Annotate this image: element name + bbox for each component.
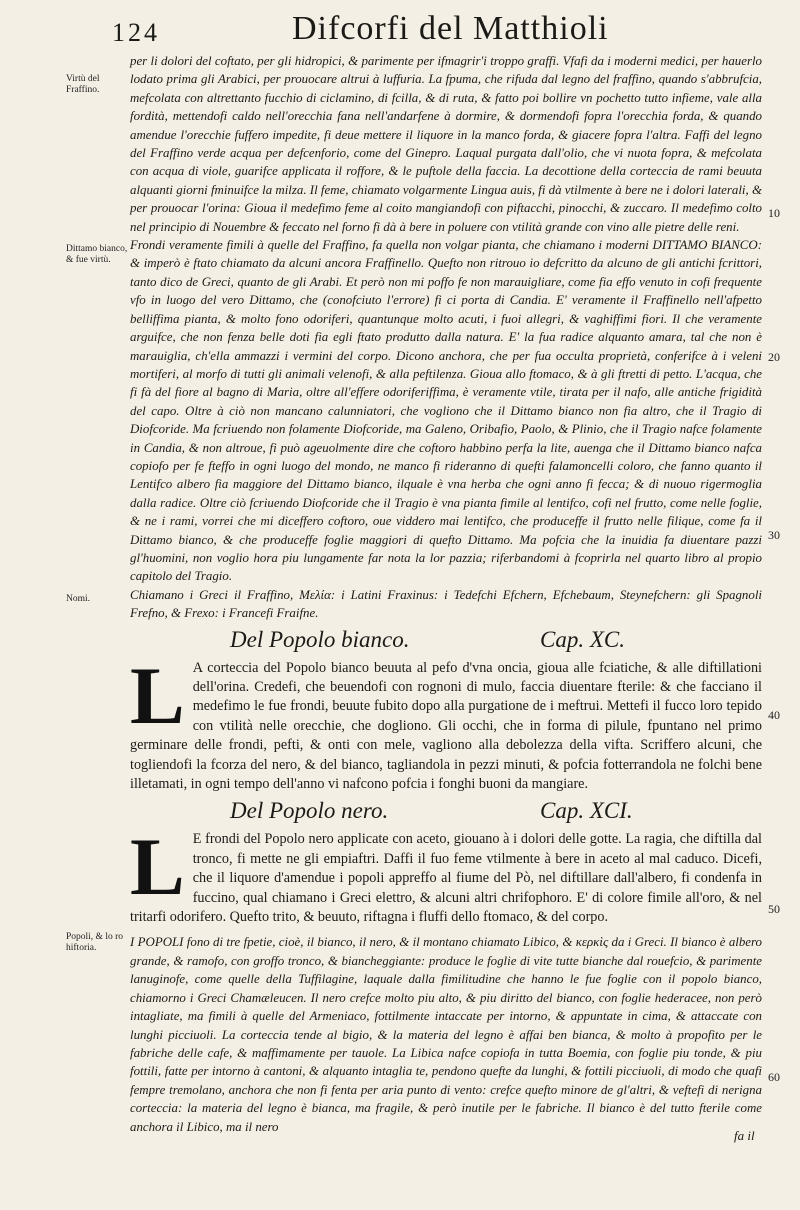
page-header	[112, 8, 782, 50]
paragraph-popoli: I POPOLI fono di tre fpetie, cioè, il bianco, il nero, & il montano chiamato Libico, & κερκὶς da i Greci. Il bianco è albero grande, & ramofo, con groffo tronco, & biancheggiante: produce le foglie di vite tutte bianche dal rouefcio, & parimente lanuginofe, come quelle della Tuffilagine, laquale dalla fimilitudine che hanno le fue foglie con il popolo bianco, chiamorno i Greci Chamæleucen. Il nero crefce molto piu alto, & piu diritto del bianco, con foglie hederacee, non però intagliate, ma fimili à quelle del Armeniaco, fottilmente intaccate per intorno, & appuntate in cima, & attaccate con lunghi picciuoli. La corteccia tende al bigio, & la materia del legno è affai ben bianca, & molto à propofito per le fabriche delle cafe, & maffimamente per tauole. La Libica nafce copiofa in tutta Boemia, con foglie piu tonde, & piu fottili, fatte per intorno à cantoni, & alquanto intaglia te, pendono quefte da lunghi, & fottili picciuoli, di modo che quafi fempre tremolano, anchora che non fi fenta per aria punto di vento: crefce quefto minore de gl'altri, & veftefi di nerigna corteccia: la materia del legno è bianca, ma fragile, & però inutile per le fabriche. Il bianco è del tutto fterile come anchora il Libico, ma il nero	[130, 935, 762, 1134]
chapter-number: Cap. XC.	[540, 626, 625, 652]
running-title: Difcorfi del Matthioli	[292, 10, 609, 47]
page-number: 124	[112, 18, 160, 47]
line-number-40: 40	[768, 708, 780, 722]
margin-note-dittamo: Dittamo bianco, & fue virtù.	[66, 244, 128, 265]
line-number-30: 30	[768, 528, 780, 542]
paragraph-text: A corteccia del Popolo bianco beuuta al pefo d'vna oncia, gioua alle fciatiche, & alle diftillationi dell'orina. Credefi, che beuendofi con rognoni di mulo, faccia diuentare fterile: & che facciano il medefimo le fue frondi, beuute fubito dopo alla purgatione de i meftrui. Mettefi il fucco loro tepido con vtilità nelle orecchie, che dogliono. Gli occhi, che in forma di pilule, fpuntano nel primo germinare delle frondi, pefti, & onti con mele, vagliono alla debolezza della vifta. Scriffero alcuni, che togliendofi la fcorza del nero, & del bianco, tagliandola in pezzi minuti, & pofcia fotterrandola ne folchi bene illetamati, in ogni tempo dell'anno vi nafcono pofcia i fonghi buoni da mangiare.	[130, 659, 762, 793]
drop-cap: L	[130, 649, 185, 741]
line-number-60: 60	[768, 1070, 780, 1084]
chapter-title: Del Popolo nero.	[230, 798, 389, 824]
chapter-title: Del Popolo bianco.	[230, 626, 410, 652]
margin-note-virtu-frassino: Virtù del Fraffino.	[66, 74, 100, 95]
line-number-50: 50	[768, 902, 780, 916]
chapter-heading-popolo-nero	[130, 798, 762, 828]
main-text	[130, 52, 762, 1136]
paragraph-text: E frondi del Popolo nero applicate con aceto, giouano à i dolori delle gotte. La ragia, che diftilla dal tronco, fi mette ne gli empiaftri. Daffi il fuo feme vtilmente à bere in aceto al mal caduco. Dicefi, che il liquore d'amendue i popoli appreffo al fiume del Pò, nel diftillare dall'albero, fi condenfa in fuccino, qual chiamano i Greci elettro, & alcuni altri chrifophoro. E' di colore fimile all'oro, & nel tritarfi odorifero. Quefto trito, & beuuto, riftagna i fluffi dello ftomaco, & del corpo.	[130, 831, 762, 926]
chapter-heading-popolo-bianco	[130, 627, 762, 657]
paragraph-frassino: per li dolori del coftato, per gli hidropici, & parimente per ifmagrir'i troppo graffi. Vfafi da i moderni medici, per hauerlo lodato prima gli Arabici, per prouocare altrui à luffuria. La fpuma, che rifuda dal legno del fraffino, quando s'abbrufcia, mefcolata con altrettanto fucchio di ciclamino, di fcilla, & di ruta, & fatto poi bollire vn pochetto tutto infieme, vale alla fordità, mettendofi caldo nell'orecchia fana nell'andarfene à dormire, & dormendofi fopra l'orecchia forda, & quando amendue l'orecchie fuffero impedite, fi deue mettere il liquore in la manco forda, & giacere fopra l'altra. Faffi del legno del Fraffino verde acqua per defcenforio, come del Ginepro. Laqual purgata dall'olio, che vi nuota fopra, & mefcolata con acqua di viole, guarifce applicata il roffore, & le puftole della faccia. La decottione della corteccia de rami beuuta alquanti giorni fminuifce la milza. Il feme, chiamato volgarmente Lingua auis, fi dà vtilmente à bere ne i dolori laterali, & per prouocar l'orina: Gioua il medefimo feme al coito mangiandofi con piftacchi, pinocchi, & zuccaro. Il medefimo colto nel principio di Nouembre & feccato nel forno fi dà à bere in poluere con vtilità grande con vino alle pietre delle reni.	[130, 54, 762, 234]
catchword: fa il	[734, 1128, 755, 1143]
paragraph-nomi: Chiamano i Greci il Fraffino, Μελία: i Latini Fraxinus: i Tedefchi Efchern, Efchebaum, Steynefchern: gli Spagnoli Frefno, & Frexo: i Francefi Fraifne.	[130, 587, 762, 621]
paragraph-dittamo: Frondi veramente fimili à quelle del Fraffino, fa quella non volgar pianta, che chiamano i moderni DITTAMO BIANCO: & imperò è ftato chiamato da alcuni ancora Fraffinello. Quefto non ritrouo io defcritto da alcuno de gli antichi fcrittori, tanto dico de Greci, quanto de gli Arabi. Et però non mi poffo fe non marauigliare, come fia effo venuto in cofi frequente vfo in luogo del vero Dittamo, che (conofciuto l'errore) fi ci porta di Candia. E' veramente il Fraffinello nell'afpetto belliffima pianta, & molto fono odoriferi, quantunque molto acuti, i fuoi allegri, & vaghiffimi fiori. Il che veramente arguifce, che non fenza belle doti fia egli ftato produtto dalla natura. E' la fua radice alquanto amara, tal che non è marauiglia, ch'ella ammazzi i vermini del corpo. Dicono anchora, che per fua occulta proprietà, conferifce à i veleni mortiferi, al morfo di tutti gli animali velenofi, & alla peftilenza. Gioua allo ftomaco, & à gli ftretti di petto. L'acqua, che fi fà del fiore al bagno di Maria, oltre all'effere odoriferiffima, è veramente vtile, tirata per il nafo, alle antiche frigidità del capo. Oltre à ciò non mancano calunniatori, che vogliono che il Dittamo bianco non fia altro, che il Tragio di Diofcoride. Ma fcriuendo non folamente Diofcoride, ma Galeno, Oribafio, Paolo, & Plinio, che il Tragio nafce folamente in Candia, & non altroue, fi può ageuolmente dire che coftoro habbino perfa la lite, auenga che il Dittamo bianco nafca copiofo per fe fteffo in ogni luogo del mondo, ne manco fi rideranno di quefti falamoncelli coloro, che fanno quanto il Lentifco albero fia maggiore del Dittamo bianco, ilquale è vna herba che ogni anno fi fecca; & di nuouo rigermoglia dalla radice. Oltre ciò fcriuendo Diofcoride che il Tragio è vna pianta fimile al lentifco, cofi nel frutto, come nelle foglie, & ne i rami, vorrei che mi diceffero coftoro, oue viddero mai lentifco, che produceffe il frutto nelle filique, come fa il Dittamo bianco, & che produceffe foglie maggiori di quefto Dittamo. Ma pofcia che la inuidia fa diuentare pazzi gl'huomini, non voglio hora piu lungamente far nota la lor pazzia; riferbandomi à fcoprirla nel quarto libro al propio capitolo del Tragio.	[130, 238, 762, 584]
line-number-10: 10	[768, 206, 780, 220]
chapter-number: Cap. XCI.	[540, 798, 633, 824]
margin-note-popoli: Popoli, & lo ro hiftoria.	[66, 932, 124, 953]
paragraph-popolo-bianco	[130, 649, 762, 795]
paragraph-popolo-nero	[130, 821, 762, 927]
margin-note-nomi: Nomi.	[66, 594, 91, 604]
drop-cap: L	[130, 821, 185, 913]
line-number-20: 20	[768, 350, 780, 364]
